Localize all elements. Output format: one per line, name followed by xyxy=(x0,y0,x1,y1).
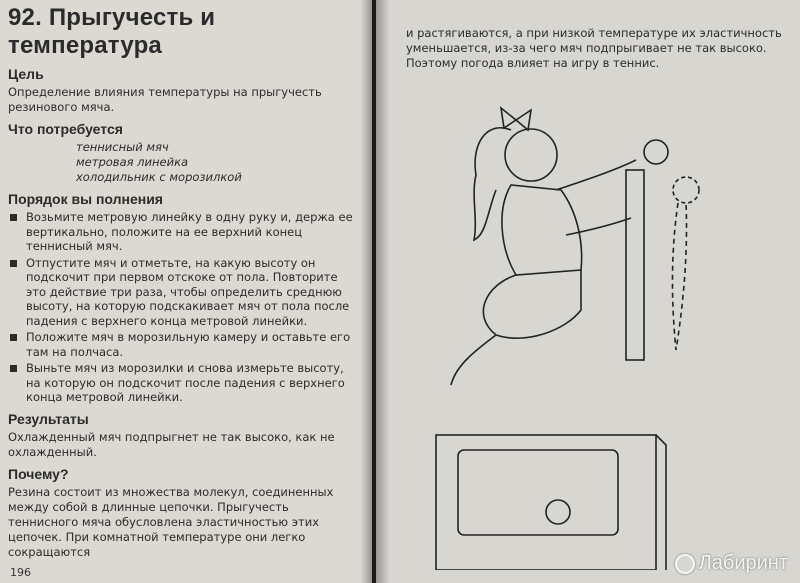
square-bullet-icon xyxy=(10,214,17,221)
results-heading: Результаты xyxy=(8,410,89,427)
watermark-text: Лабиринт xyxy=(698,552,788,574)
materials-item: холодильник с морозилкой xyxy=(76,170,242,184)
procedure-step xyxy=(8,256,358,329)
square-bullet-icon xyxy=(10,260,17,267)
materials-item: теннисный мяч xyxy=(76,140,169,154)
girl-with-ball-illustration xyxy=(416,100,716,570)
left-page-content xyxy=(8,0,358,562)
left-page xyxy=(0,0,372,583)
girl-hair-icon xyxy=(474,128,511,240)
page-number: 196 xyxy=(10,566,31,579)
meter-ruler-icon xyxy=(626,170,644,360)
ball-ghost-icon xyxy=(673,177,699,203)
girl-head-icon xyxy=(505,129,557,181)
continued-text: и растягиваются, а при низкой температуре их эластичность уменьшается, из-за чего мяч подпрыгивает не так высоко. Поэтому погода влияет на игру в теннис. xyxy=(406,26,782,70)
goal-heading: Цель xyxy=(8,66,44,82)
freezer-frame-icon xyxy=(436,435,656,570)
right-page xyxy=(376,0,800,583)
hair-bow-icon xyxy=(501,108,531,130)
square-bullet-icon xyxy=(10,334,17,341)
why-text: Резина состоит из множества молекул, соединенных между собой в длинные цепочки. Прыгучесть теннисного мяча обусловлена эластичностью этих цепочек. При комнатной температуре они легко сокращаются xyxy=(8,484,334,559)
book-gutter-shadow xyxy=(360,0,390,583)
freezer-door-icon xyxy=(656,435,666,570)
procedure-step xyxy=(8,210,358,254)
frozen-ball-icon xyxy=(546,500,570,524)
labirint-logo-icon xyxy=(675,554,695,574)
girl-foot-icon xyxy=(451,335,496,385)
materials-heading: Что потребуется xyxy=(8,121,123,137)
square-bullet-icon xyxy=(10,365,17,372)
why-heading: Почему? xyxy=(8,465,69,482)
girl-torso-icon xyxy=(502,185,582,275)
results-text: Охлажденный мяч подпрыгнет не так высоко, как не охлажденный. xyxy=(8,429,335,459)
bounce-path-icon xyxy=(672,203,686,350)
procedure-step-text: Возьмите метровую линейку в одну руку и, держа ее вертикально, положите на ее верхний конец теннисный мяч. xyxy=(26,210,353,253)
procedure-heading: Порядок вы полнения xyxy=(8,191,163,207)
tennis-ball-icon xyxy=(644,140,668,164)
freezer-compartment-icon xyxy=(458,450,618,535)
girl-legs-icon xyxy=(483,270,581,338)
goal-text: Определение влияния температуры на прыгучесть резинового мяча. xyxy=(8,85,322,114)
procedure-step-text: Положите мяч в морозильную камеру и оставьте его там на полчаса. xyxy=(26,330,351,359)
procedure-step xyxy=(8,330,358,359)
procedure-step-text: Отпустите мяч и отметьте, на какую высоту он подскочит при первом отскоке от пола. Повторите это действие три раза, чтобы определить среднюю высоту, на которую подскакивает мяч от пола после падения с верхнего конца метровой линейки. xyxy=(26,255,350,328)
page-title: 92. Прыгучесть и температура xyxy=(8,4,216,59)
procedure-step-text: Выньте мяч из морозилки и снова измерьте высоту, на которую он подскочит после падения с верхнего конца метровой линейки. xyxy=(26,361,345,404)
girl-arm-upper-icon xyxy=(556,160,636,190)
procedure-step xyxy=(8,361,358,405)
materials-item: метровая линейка xyxy=(76,155,189,169)
watermark xyxy=(675,552,788,575)
